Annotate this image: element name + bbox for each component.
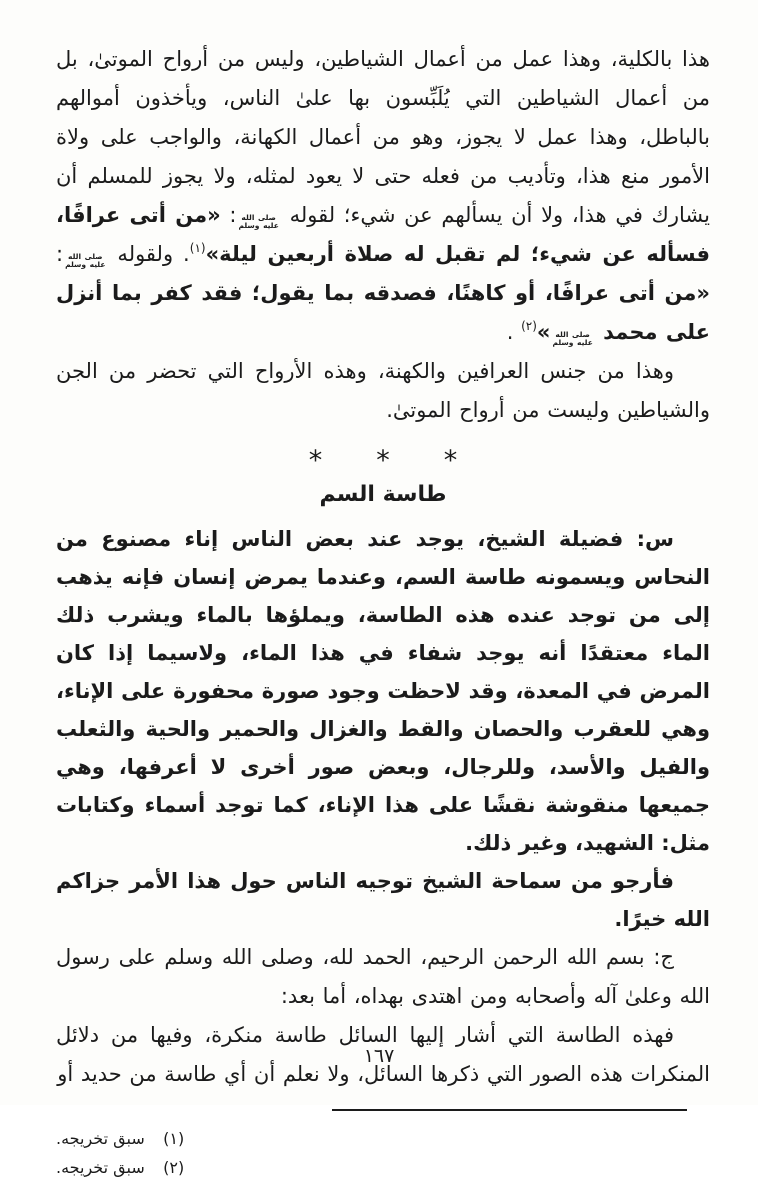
bold-run: فأرجو من سماحة الشيخ توجيه الناس حول هذا الأمر جزاكم الله خيرًا. [56, 869, 710, 931]
question-plea-paragraph [56, 862, 710, 938]
jinn-spirits-paragraph [56, 352, 710, 430]
pbuh-honorific-icon [238, 214, 278, 230]
pbuh-honorific-line: صلى الله [241, 213, 276, 222]
asterisk-icon: * [308, 445, 323, 476]
footnote-text: سبق تخريجه. [56, 1129, 145, 1148]
footnote-ref: (٢) [521, 319, 537, 333]
asterisk-icon: * [443, 445, 458, 476]
body-text [56, 40, 710, 1094]
pbuh-honorific-icon [552, 331, 592, 347]
text-run: : [56, 242, 64, 266]
pbuh-honorific-line: عليه وسلم [238, 221, 279, 230]
bold-run: «من أتى عرافًا، فسأله عن شيء؛ لم تقبل له صلاة أربعين ليلة» [56, 203, 711, 266]
continuation-paragraph [56, 40, 710, 352]
footnote-item [56, 1153, 698, 1182]
pbuh-honorific-icon [65, 253, 105, 269]
footnote-marker: (٢) [163, 1158, 185, 1177]
text-run: . ولقوله [107, 242, 190, 266]
text-run: : [220, 203, 237, 227]
footnote-item [56, 1124, 698, 1153]
pbuh-honorific-line: عليه وسلم [65, 260, 106, 269]
text-run: وهذا من جنس العرافين والكهنة، وهذه الأرواح التي تحضر من الجن والشياطين وليست من أرواح الموتىٰ. [56, 359, 710, 422]
text-run: فهذه الطاسة التي أشار إليها السائل طاسة منكرة، وفيها من دلائل المنكرات هذه الصور التي ذكرها السائل، ولا نعلم أن أي طاسة من حديد أو [56, 1023, 710, 1086]
pbuh-honorific-line: صلى الله [555, 330, 590, 339]
text-column [56, 40, 710, 1182]
footnote-marker: (١) [163, 1129, 185, 1148]
text-run: هذا بالكلية، وهذا عمل من أعمال الشياطين، وليس من أرواح الموتىٰ، بل من أعمال الشياطين التي يُلَبِّسون بها علىٰ الناس، ويأخذون أموالهم بالباطل، وهذا عمل لا يجوز، وهو من أعمال الكهانة، والواجب على ولاة الأمور منع هذا، وتأديب من فعله حتى لا يعود لمثله، ولا يجوز للمسلم أن يشارك في هذا، ولا أن يسألهم عن شيء؛ لقوله [56, 47, 710, 227]
section-heading: طاسة السم [319, 482, 447, 507]
answer-opening-paragraph [56, 938, 710, 1016]
pbuh-honorific-line: صلى الله [68, 252, 103, 261]
bold-run: » [536, 320, 551, 344]
footnote-divider [332, 1109, 687, 1111]
footnotes [56, 1124, 698, 1182]
bold-run: «من أتى عرافًا، أو كاهنًا، فصدقه بما يقول؛ فقد كفر بما أنزل على محمد [56, 281, 710, 344]
asterisk-separator [56, 444, 710, 478]
page-number: ١٦٧ [363, 1045, 395, 1067]
footnote-text: سبق تخريجه. [56, 1158, 145, 1177]
text-run: . [506, 320, 522, 344]
text-run: ج: بسم الله الرحمن الرحيم، الحمد لله، وصلى الله وسلم على رسول الله وعلىٰ آله وأصحابه ومن اهتدى بهداه، أما بعد: [56, 945, 710, 1008]
footnote-ref: (١) [189, 241, 206, 255]
pbuh-honorific-line: عليه وسلم [552, 338, 593, 347]
bold-run: س: فضيلة الشيخ، يوجد عند بعض الناس إناء مصنوع من النحاس ويسمونه طاسة السم، وعندما يمرض إنسان فإنه يذهب إلى من توجد عنده هذه الطاسة، ويملؤها بالماء ويشرب ذلك الماء معتقدًا أنه يوجد شفاء في هذا الماء، ولاسيما إذا كان المرض في المعدة، وقد لاحظت وجود صورة محفورة على الإناء، وهي للعقرب والحصان والقط والغزال والحمير والحية والثعلب والفيل والأسد، وللرجال، وبعض صور أخرى لا أعرفها، وهي جميعها منقوشة نقشًا على هذا الإناء، كما توجد أسماء وكتابات مثل: الشهيد، وغير ذلك. [56, 527, 710, 855]
question-paragraph [56, 520, 710, 862]
asterisk-icon: * [376, 445, 390, 476]
